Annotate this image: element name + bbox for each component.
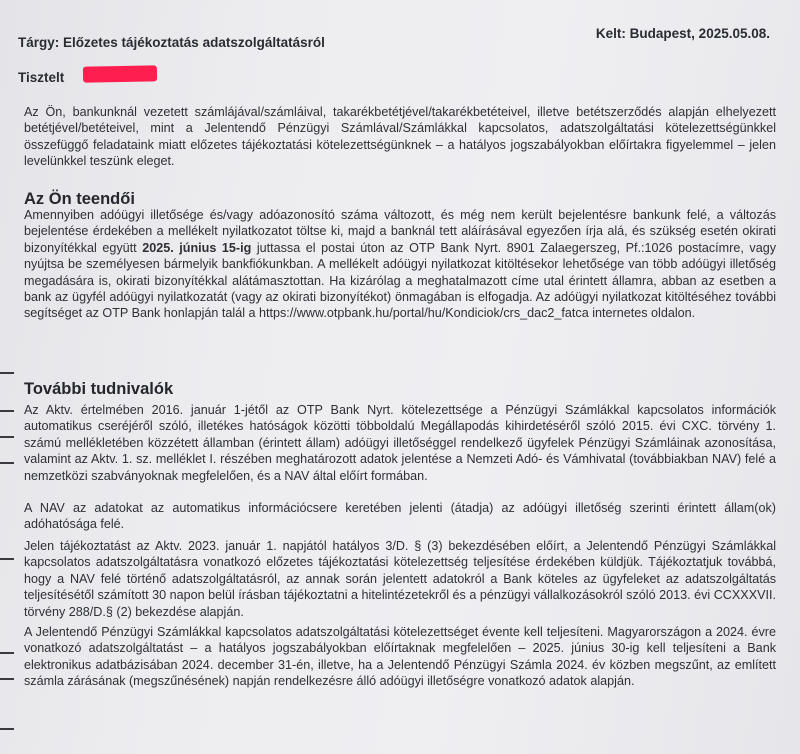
- margin-mark: [0, 372, 14, 374]
- margin-mark: [0, 558, 14, 560]
- tasks-paragraph: [24, 207, 776, 322]
- date-line: Kelt: Budapest, 2025.05.08.: [595, 26, 770, 41]
- margin-mark: [0, 652, 14, 654]
- info-paragraph-1: Az Aktv. értelmében 2016. január 1-jétől az OTP Bank Nyrt. kötelezettsége a Pénzügyi Számlákkal kapcsolatos információk automatikus cseréjéről szóló, illetékes hatóságok közötti többoldalú Megállapodás kihirdetéséről szóló 2015. évi CXC. törvény 1. számú mellékletében közzétett államban (érintett állam) adóügyi illetőséggel rendelkező ügyfelek Pénzügyi Számláinak azonosítása, valamint az Aktv. 1. sz. melléklet I. részében meghatározott adatok jelentése a Nemzeti Adó- és Vámhivatal (továbbiakban NAV) felé a nemzetközi szabványoknak megfelelően, és a NAV által előírt formában.: [24, 403, 776, 483]
- tasks-text-before: Amennyiben adóügyi illetősége és/vagy adóazonosító száma változott, és még nem került bejelentésre bankunk felé, a változás bejelentése érdekében a mellékelt nyilatkozatot töltse ki, majd a banknál tett aláírásával egyezően írja alá, és szükség esetén okirati bizonyítékkal együtt: [24, 208, 776, 255]
- section-heading-further-info: További tudnivalók: [24, 380, 174, 398]
- margin-mark: [0, 728, 14, 730]
- greeting: Tisztelt: [18, 70, 65, 85]
- redacted-name-mark: [83, 65, 157, 82]
- deadline-date: 2025. június 15-ig: [142, 240, 252, 255]
- margin-mark: [0, 410, 14, 412]
- info-paragraph-3: Jelen tájékoztatást az Aktv. 2023. január 1. napjától hatályos 3/D. § (3) bekezdésében előírt, a Jelentendő Pénzügyi Számlákkal kapcsolatos adatszolgáltatásra vonatkozó előzetes tájékoztatási kötelezettség teljesítése érdekében küldjük. Tájékoztatjuk továbbá, hogy a NAV felé történő adatszolgáltatásról, az annak során jelentett adatokról a Bank köteles az ügyfeleket az adatszolgáltatás teljesítésétől számított 30 napon belül írásban tájékoztatni a hitelintézetekről és a pénzügyi vállalkozásokról szóló 2013. évi CCXXXVII. törvény 288/D.§ (2) bekezdése alapján.: [24, 539, 776, 619]
- margin-mark: [0, 436, 14, 438]
- subject-line: Tárgy: Előzetes tájékoztatás adatszolgáltatásról: [18, 35, 325, 50]
- info-paragraph-2: A NAV az adatokat az automatikus információcsere keretében jelenti (átadja) az adóügyi illetőség szerinti érintett állam(ok) adóhatósága felé.: [24, 501, 776, 532]
- margin-mark: [0, 678, 14, 680]
- intro-paragraph: Az Ön, bankunknál vezetett számlájával/számláival, takarékbetétjével/takarékbetéteivel, illetve betétszerződés alapján elhelyezett betétjével/betéteivel, mint a Jelentendő Pénzügyi Számlával/Számlákkal kapcsolatos, adatszolgáltatási kötelezettségünkkel összefüggő feladataink miatt előzetes tájékoztatási kötelezettségünknek – a hatályos jogszabályokban előírtakra figyelemmel – jelen levelünkkel teszünk eleget.: [24, 105, 776, 169]
- margin-mark: [0, 462, 14, 464]
- tasks-text-after: juttassa el postai úton az OTP Bank Nyrt. 8901 Zalaegerszeg, Pf.:1026 postacímre, vagy nyújtsa be személyesen bármelyik bankfiókunkban. A mellékelt adóügyi nyilatkozat kitöltésekor lehetősége van több adóügyi illetőség megadására is, okirati bizonyítékkal alátámasztottan. Ha kizárólag a meghatalmazott címe utal érintett államra, abban az esetben a bank az ügyfél adóügyi nyilatkozatát (vagy az okirati bizonyítékot) önmagában is elfogadja. Az adóügyi nyilatkozat kitöltéséhez további segítséget az OTP Bank honlapján talál a https://www.otpbank.hu/portal/hu/Kondiciok/crs_dac2_fatca internetes oldalon.: [24, 240, 777, 321]
- info-paragraph-4: A Jelentendő Pénzügyi Számlákkal kapcsolatos adatszolgáltatási kötelezettséget évente kell teljesíteni. Magyarországon a 2024. évre vonatkozó adatszolgáltatást – a hatályos jogszabályokban előírtaknak megfelelően – 2025. június 30-ig kell teljesíteni a Bank elektronikus adatbázisában 2024. december 31-én, illetve, ha a Jelentendő Pénzügyi Számla 2024. év közben megszűnt, az említett számla zárásának (megszűnésének) napján rendelkezésre álló adóügyi illetőségre vonatkozó adatok alapján.: [24, 625, 776, 689]
- section-heading-your-tasks: Az Ön teendői: [24, 190, 135, 208]
